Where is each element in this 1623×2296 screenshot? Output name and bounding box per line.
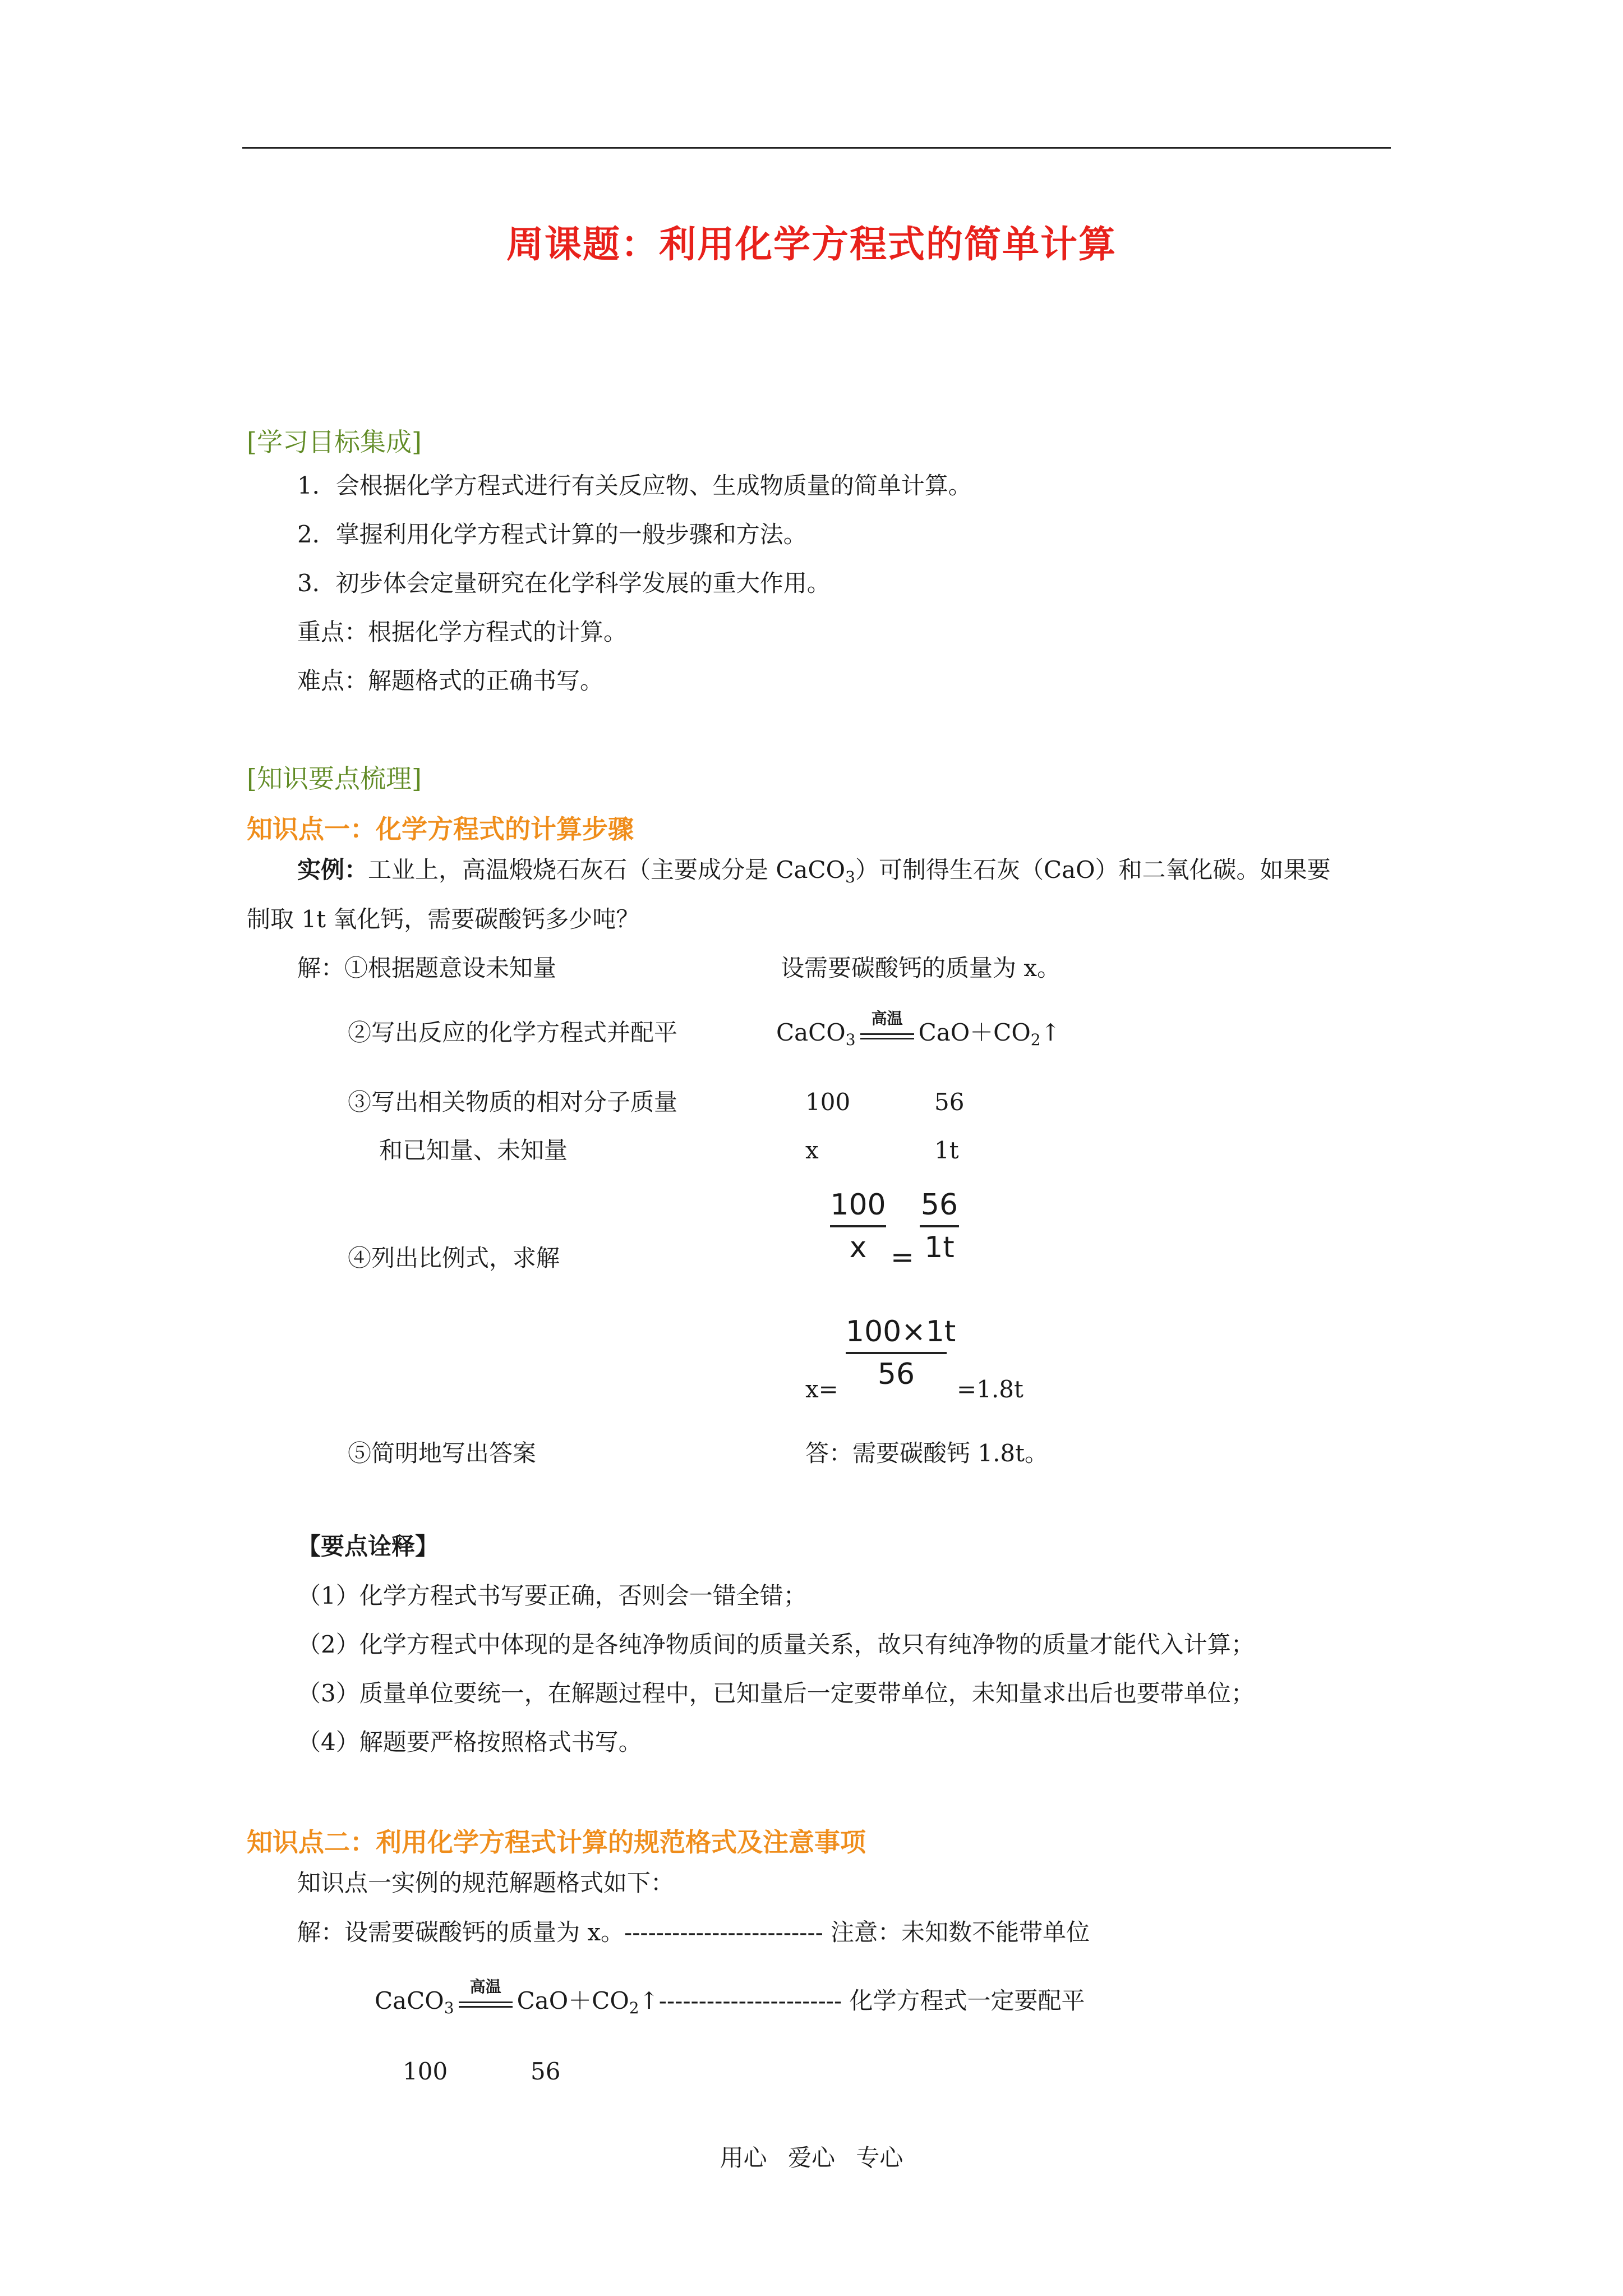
example-line-1: 实例：工业上，高温煅烧石灰石（主要成分是 CaCO$_3$）可制得生石灰（CaO）和二氧化碳。如果要 <box>297 856 1331 886</box>
proportion-fraction-2: 56 1t <box>920 1188 958 1264</box>
known-mass: 1t <box>934 1137 959 1164</box>
key-point: 重点：根据化学方程式的计算。 <box>297 618 628 646</box>
difficulty-point: 难点：解题格式的正确书写。 <box>297 667 604 694</box>
reaction-condition: 高温 <box>860 1023 914 1046</box>
chemical-equation-2: CaCO$_3$ 高温 $CaO+CO_2↑-----------------------$ 化学方程式一定要配平 <box>375 1977 1085 2017</box>
section-heading-knowledge: [知识要点梳理] <box>247 763 422 794</box>
step-1-content: 设需要碳酸钙的质量为 x。 <box>781 954 1061 982</box>
step-5-answer: 答：需要碳酸钙 1.8t。 <box>805 1439 1049 1467</box>
step-5-label: ⑤简明地写出答案 <box>348 1439 537 1467</box>
note-2: （2）化学方程式中体现的是各纯净物质间的质量关系，故只有纯净物的质量才能代入计算； <box>297 1631 1255 1658</box>
page-footer: 用心 爱心 专心 <box>720 2144 903 2171</box>
format-molar-mass-2: 56 <box>531 2058 561 2085</box>
step-3-label-cont: 和已知量、未知量 <box>379 1137 568 1164</box>
step-1-label: 解：①根据题意设未知量 <box>297 954 557 982</box>
header-rule <box>242 147 1391 149</box>
format-molar-mass-1: 100 <box>403 2058 448 2085</box>
goal-item-2: 2．掌握利用化学方程式计算的一般步骤和方法。 <box>297 521 807 548</box>
molar-mass-caco3: 100 <box>805 1088 851 1116</box>
notes-heading: 【要点诠释】 <box>297 1533 439 1560</box>
solution-result: =1.8t <box>957 1375 1023 1403</box>
chemical-equation-1: CaCO$_3$ 高温 $CaO+CO_2↑$ <box>776 1009 1061 1049</box>
step-2-label: ②写出反应的化学方程式并配平 <box>348 1019 678 1046</box>
page-title: 周课题：利用化学方程式的简单计算 <box>506 222 1117 266</box>
knowledge-point-1-heading: 知识点一：化学方程式的计算步骤 <box>247 814 634 844</box>
step-3-label: ③写出相关物质的相对分子质量 <box>348 1088 678 1116</box>
goal-item-1: 1．会根据化学方程式进行有关反应物、生成物质量的简单计算。 <box>297 472 972 499</box>
step-4-label: ④列出比例式，求解 <box>348 1244 560 1272</box>
x-equals: x= <box>805 1375 838 1403</box>
reaction-condition-2: 高温 <box>459 1991 513 2014</box>
solution-fraction: 100×1t 56 <box>846 1315 956 1391</box>
note-1: （1）化学方程式书写要正确，否则会一错全错； <box>297 1582 807 1609</box>
knowledge-point-2-heading: 知识点二：利用化学方程式计算的规范格式及注意事项 <box>247 1827 866 1857</box>
format-line-1: 解：设需要碳酸钙的质量为 x。------------------------- 注意：未知数不能带单位 <box>297 1918 1090 1946</box>
molar-mass-cao: 56 <box>934 1088 965 1116</box>
format-intro: 知识点一实例的规范解题格式如下： <box>297 1869 675 1897</box>
goal-item-3: 3．初步体会定量研究在化学科学发展的重大作用。 <box>297 569 831 597</box>
unknown-x: x <box>805 1137 819 1164</box>
proportion-equals: = <box>891 1241 914 1273</box>
note-3: （3）质量单位要统一，在解题过程中，已知量后一定要带单位，未知量求出后也要带单位； <box>297 1680 1255 1707</box>
example-line-2: 制取 1t 氧化钙，需要碳酸钙多少吨？ <box>247 905 640 933</box>
proportion-fraction-1: 100 x <box>830 1188 886 1264</box>
section-heading-goals: [学习目标集成] <box>247 427 422 457</box>
note-4: （4）解题要严格按照格式书写。 <box>297 1728 642 1756</box>
